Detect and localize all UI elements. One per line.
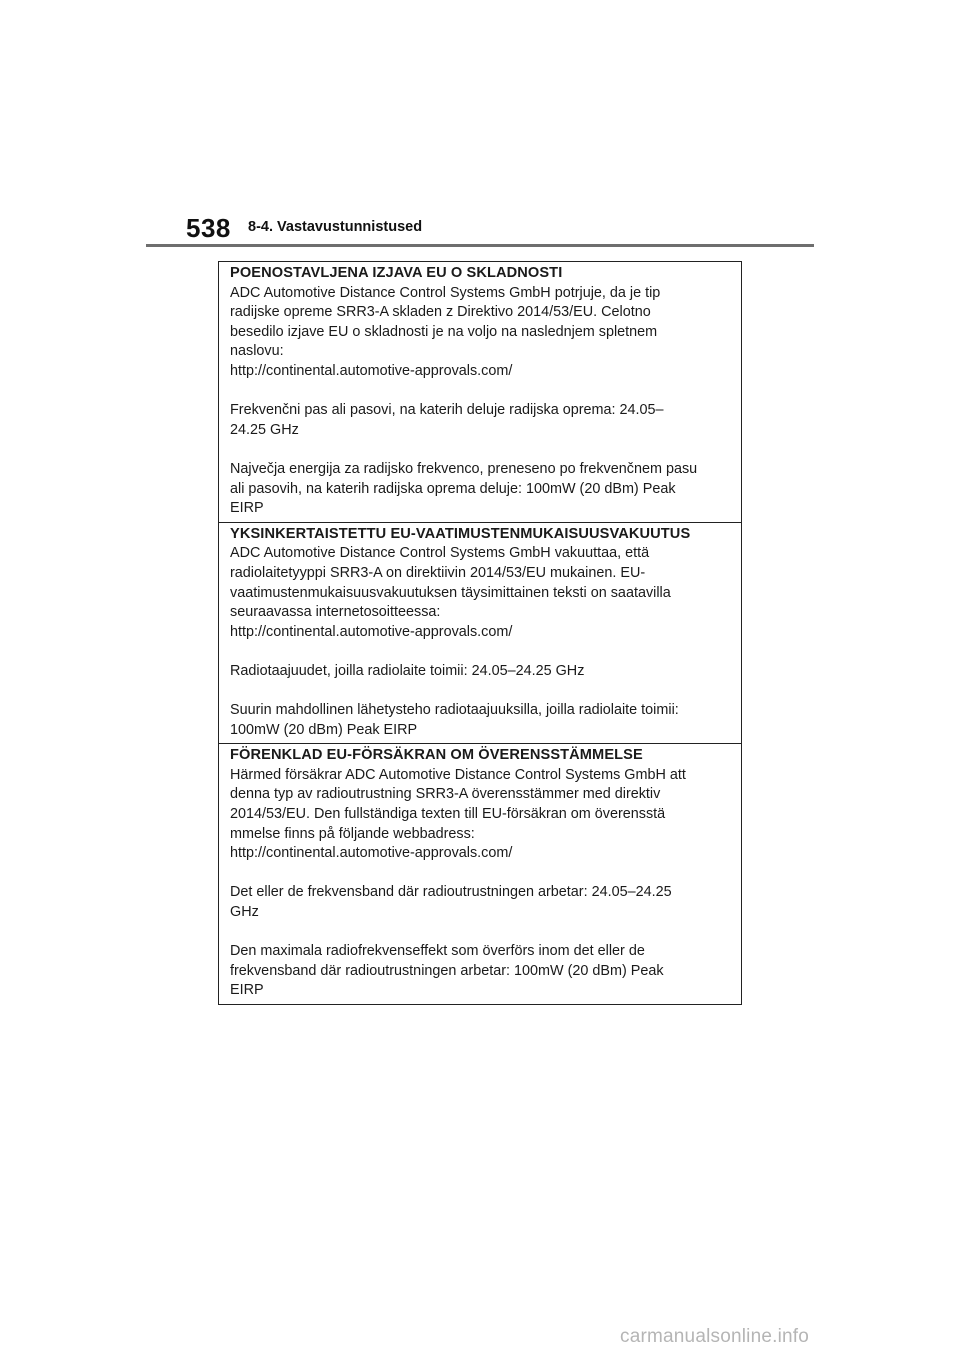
- declaration-slovenian: [219, 262, 741, 522]
- declaration-heading: POENOSTAVLJENA IZJAVA EU O SKLADNOSTI: [230, 265, 563, 281]
- section-title: 8-4. Vastavustunnistused: [248, 219, 423, 235]
- declaration-finnish: [219, 522, 741, 744]
- declaration-heading: FÖRENKLAD EU-FÖRSÄKRAN OM ÖVERENSSTÄMMELSE: [230, 747, 643, 764]
- declaration-body: Härmed försäkrar ADC Automotive Distance Control Systems GmbH att denna typ av radioutrustning SRR3-A överensstämmer med direktiv 2014/53/EU. Den fullständiga texten till EU-försäkran om överensstä mmelse finns på följande webbadress: http://continental.automotive-approvals.com/: [230, 766, 686, 862]
- declaration-swedish: [219, 743, 741, 1004]
- declaration-frequency: Det eller de frekvensband där radioutrustningen arbetar: 24.05–24.25 GHz: [230, 884, 672, 920]
- declaration-table: [218, 261, 742, 1005]
- declaration-body: ADC Automotive Distance Control Systems GmbH potrjuje, da je tip radijske opreme SRR3-A skladen z Direktivo 2014/53/EU. Celotno besedilo izjave EU o skladnosti je na voljo na naslednjem spletnem naslovu: http://continental.automotive-approvals.com/: [230, 284, 661, 379]
- declaration-power: Največja energija za radijsko frekvenco, preneseno po frekvenčnem pasu ali pasovih, na katerih radijska oprema deluje: 100mW (20 dBm) Peak EIRP: [230, 460, 698, 517]
- watermark: carmanualsonline.info: [620, 1326, 810, 1347]
- declaration-body: ADC Automotive Distance Control Systems GmbH vakuuttaa, että radiolaitetyyppi SRR3-A on direktiivin 2014/53/EU mukainen. EU- vaatimustenmukaisuusvakuutuksen täysimittainen teksti on saatavilla seuraavassa internetosoitteessa: http://continental.automotive-approvals.com/: [230, 545, 671, 640]
- declaration-frequency: Frekvenčni pas ali pasovi, na katerih deluje radijska oprema: 24.05– 24.25 GHz: [230, 402, 664, 438]
- header-divider: [146, 244, 814, 247]
- declaration-heading: YKSINKERTAISTETTU EU-VAATIMUSTENMUKAISUUSVAKUUTUS: [230, 525, 691, 542]
- declaration-power: Suurin mahdollinen lähetysteho radiotaajuuksilla, joilla radiolaite toimii: 100mW (20 dBm) Peak EIRP: [230, 702, 679, 738]
- page-number: 538: [186, 213, 231, 243]
- declaration-power: Den maximala radiofrekvenseffekt som överförs inom det eller de frekvensband där radioutrustningen arbetar: 100mW (20 dBm) Peak EIRP: [230, 943, 664, 999]
- declaration-frequency: Radiotaajuudet, joilla radiolaite toimii: 24.05–24.25 GHz: [230, 662, 585, 679]
